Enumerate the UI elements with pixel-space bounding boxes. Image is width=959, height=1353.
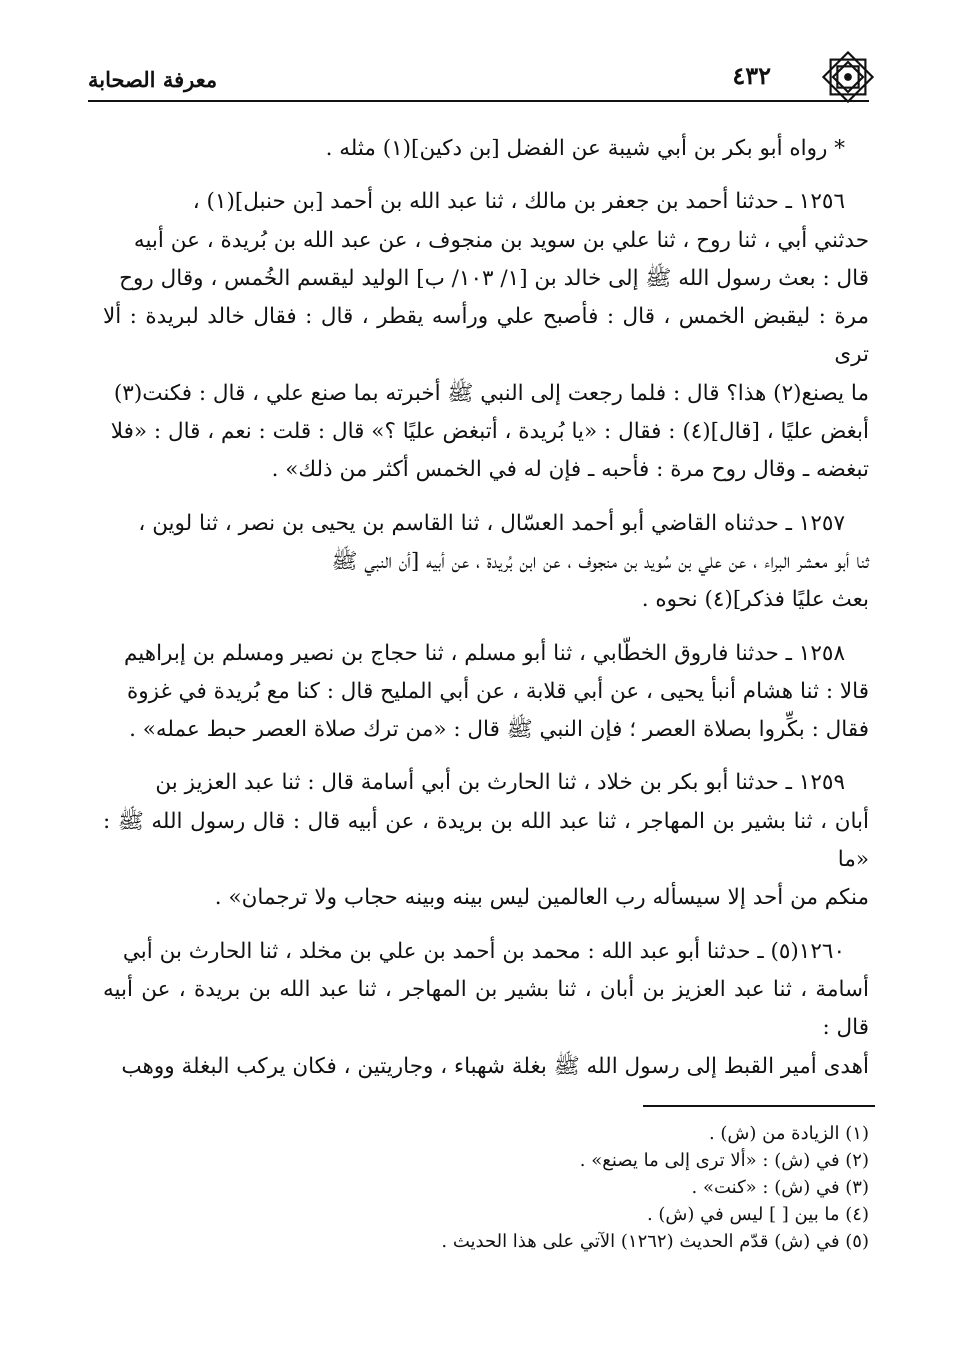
text-line: أهدى أمير القبط إلى رسول الله ﷺ بغلة شهباء ، وجاريتين ، فكان يركب البغلة ووهب (121, 1053, 869, 1079)
text-line: ١٢٥٩ ـ حدثنا أبو بكر بن خلاد ، ثنا الحارث بن أبي أسامة قال : ثنا عبد العزيز بن (155, 770, 845, 796)
text-line: فقال : بكِّروا بصلاة العصر ؛ فإن النبي ﷺ قال : «من ترك صلاة العصر حبط عمله» . (129, 717, 869, 743)
footnote-1: (١) الزيادة من (ش) . (708, 1123, 869, 1144)
footnote-5: (٥) في (ش) قدّم الحديث (١٢٦٢) الآتي على هذا الحديث . (441, 1231, 869, 1252)
text-line: تبغضه ـ وقال روح مرة : فأحبه ـ فإن له في الخمس أكثر من ذلك» . (271, 457, 869, 483)
hadith-1257 (103, 505, 869, 620)
text-line: أسامة ، ثنا عبد العزيز بن أبان ، ثنا بشير بن المهاجر ، ثنا عبد الله بن بريدة ، عن أبيه قال : (103, 976, 869, 1041)
text-line: قال : بعث رسول الله ﷺ إلى خالد بن [١/ ١٠٣/ ب] الوليد ليقسم الخُمس ، وقال روح (119, 265, 869, 291)
octagram-ornament-icon (819, 48, 877, 106)
text-line: أبغض عليًا ، [قال](٤) : فقال : «يا بُريدة ، أتبغض عليًا ؟» قال : قلت : نعم ، قال : «فلا (110, 419, 869, 445)
text-line: منكم من أحد إلا سيسأله رب العالمين ليس بينه وبينه حجاب ولا ترجمان» . (214, 885, 869, 911)
footnote-3: (٣) في (ش) : «كنت» . (691, 1177, 869, 1198)
book-title: معرفة الصحابة (88, 67, 218, 92)
text-line: حدثني أبي ، ثنا روح ، ثنا علي بن سويد بن منجوف ، عن عبد الله بن بُريدة ، عن أبيه (133, 227, 869, 253)
footnote-separator (643, 1105, 875, 1107)
text-line: ١٢٦٠(٥) ـ حدثنا أبو عبد الله : محمد بن أحمد بن علي بن مخلد ، ثنا الحارث بن أبي (122, 938, 845, 964)
page-number: ٤٣٢ (732, 61, 771, 90)
text-line: قالا : ثنا هشام أنبأ يحيى ، عن أبي قلابة ، عن أبي المليح قال : كنا مع بُريدة في غزوة (126, 678, 869, 704)
text-line: مرة : ليقبض الخمس ، قال : فأصبح علي ورأسه يقطر ، قال : فقال خالد لبريدة : ألا ترى (103, 304, 869, 368)
hadith-1259 (103, 764, 869, 917)
running-header (88, 52, 869, 102)
paragraph-intro (103, 130, 869, 168)
hadith-1258 (103, 635, 869, 750)
footnote-2: (٢) في (ش) : «ألا ترى إلى ما يصنع» . (579, 1150, 869, 1171)
footnote-4: (٤) ما بين [ ] ليس في (ش) . (646, 1204, 869, 1225)
text-line: بعث عليًا فذكر](٤) نحوه . (641, 587, 869, 613)
text-line: * رواه أبو بكر بن أبي شيبة عن الفضل [بن دكين](١) مثله . (325, 136, 845, 161)
text-line: ثنا أبو معشر البراء ، عن علي بن سُويد بن منجوف ، عن ابن بُريدة ، عن أبيه [أن النبي ﷺ (331, 548, 869, 574)
text-line: ١٢٥٨ ـ حدثنا فاروق الخطّابي ، ثنا أبو مسلم ، ثنا حجاج بن نصير ومسلم بن إبراهيم (123, 640, 845, 666)
text-line: ١٢٥٦ ـ حدثنا أحمد بن جعفر بن مالك ، ثنا عبد الله بن أحمد [بن حنبل](١) ، (192, 189, 845, 215)
text-line: أبان ، ثنا بشير بن المهاجر ، ثنا عبد الله بن بريدة ، عن أبيه قال : قال رسول الله ﷺ : «ما (103, 808, 869, 873)
text-line: ما يصنع(٢) هذا؟ قال : فلما رجعت إلى النبي ﷺ أخبرته بما صنع علي ، قال : فكنت(٣) (113, 380, 869, 406)
hadith-1260 (103, 933, 869, 1086)
hadith-1256 (103, 183, 869, 489)
main-text (103, 130, 869, 1101)
text-line: ١٢٥٧ ـ حدثناه القاضي أبو أحمد العسّال ، ثنا القاسم بن يحيى بن نصر ، ثنا لوين ، (138, 510, 845, 536)
footnotes (400, 1120, 869, 1255)
